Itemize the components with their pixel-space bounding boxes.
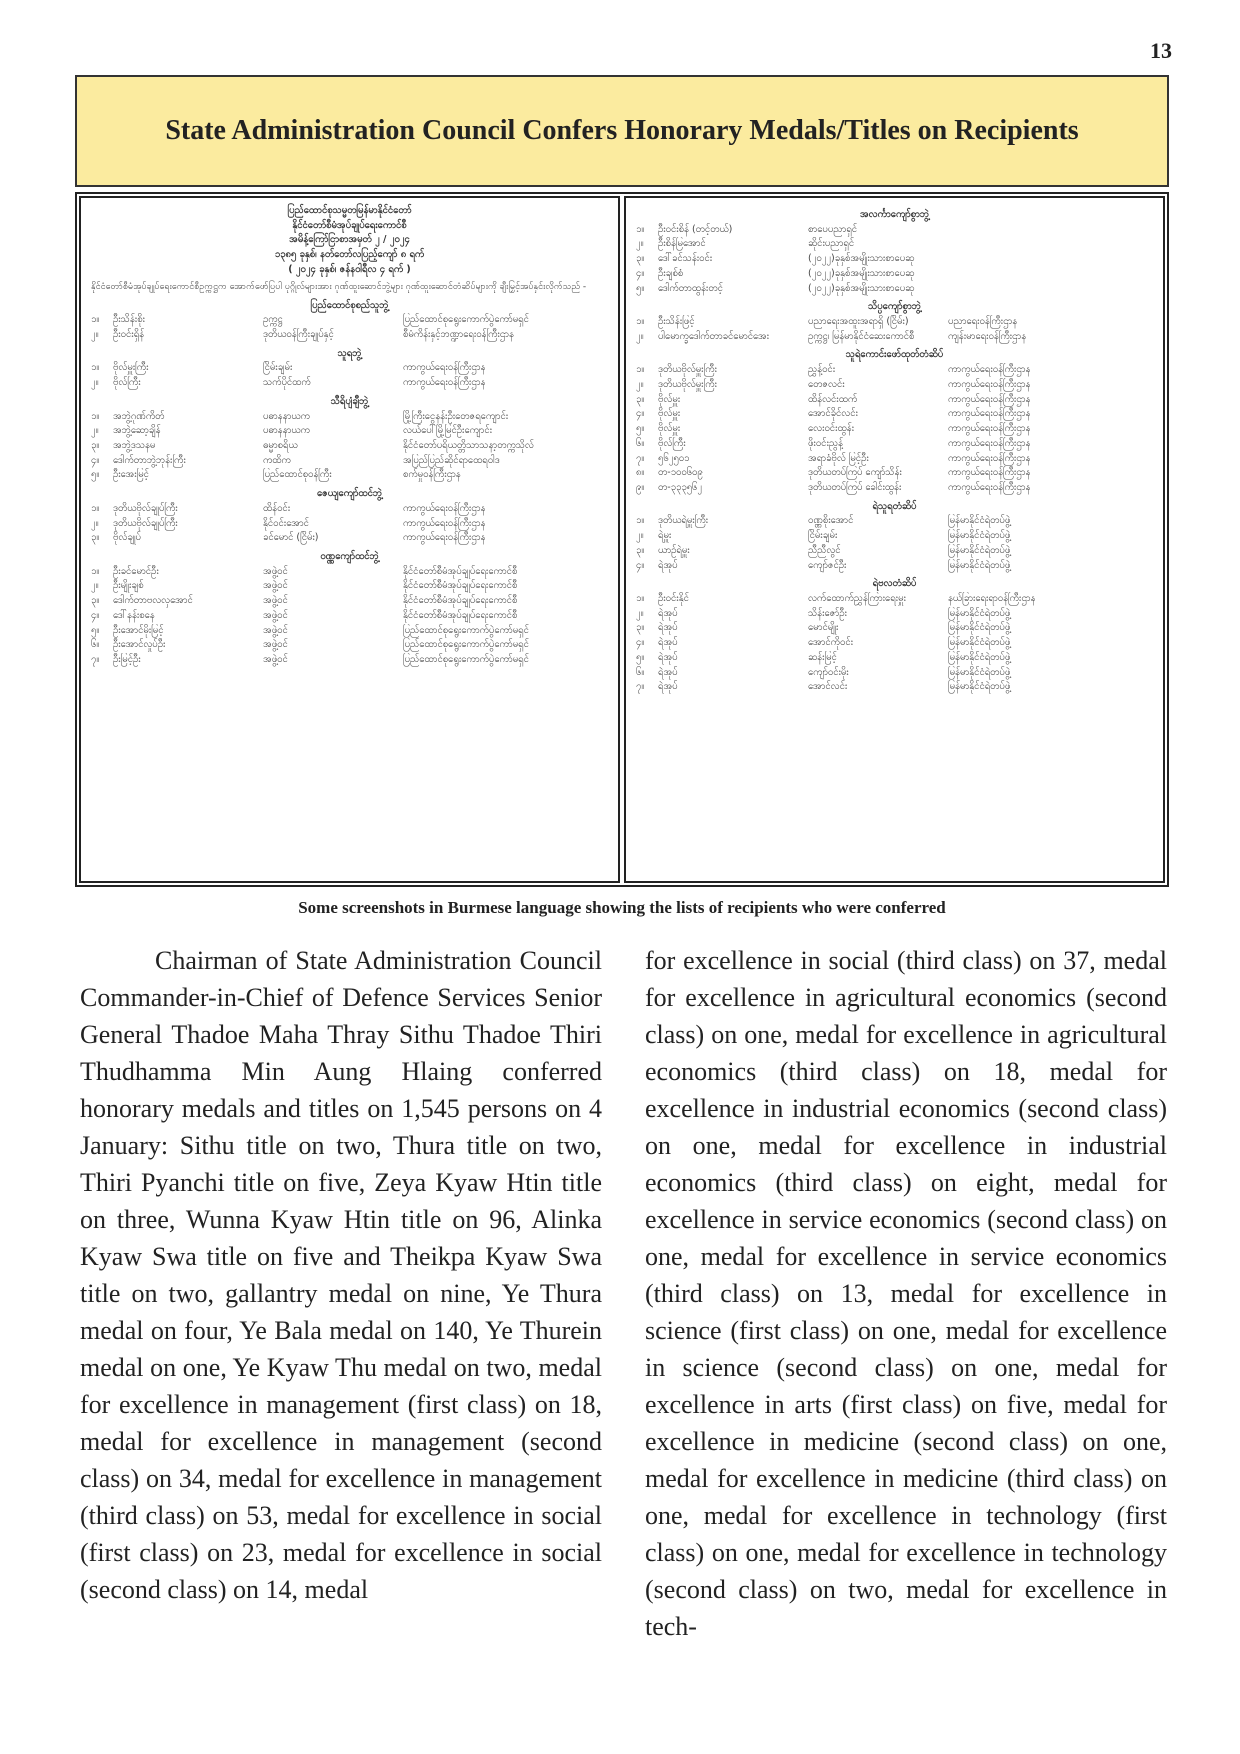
recipient-cell: မြန်မာနိုင်ငံရဲတပ်ဖွဲ့: [948, 559, 1011, 571]
section-title: ဇေယျကျော်ထင်ဘွဲ့: [317, 488, 382, 500]
recipient-cell: ခင်မောင် (ငြိမ်း): [263, 532, 319, 544]
recipient-cell: နိုင်ဝင်းအောင်: [263, 517, 309, 529]
recipient-cell: ၅၆၂၅၀၁: [658, 452, 690, 464]
recipient-row: [636, 282, 1153, 297]
recipient-row: [636, 422, 1153, 437]
recipient-cell: ဗိုလ်မှူး: [658, 423, 681, 435]
decree-heading-line: ( ၂၀၂၄ ခုနှစ်၊ ဇန်နဝါရီလ ၄ ရက် ): [288, 263, 411, 275]
recipient-cell: ဒုတိယရဲမှူးကြီး: [658, 515, 709, 527]
recipient-cell: အဘွဲ့ဂုဏ်ကိတ်: [113, 410, 165, 422]
recipient-cell: ၅။: [91, 624, 100, 636]
recipient-cell: ၅။: [636, 651, 645, 663]
recipient-cell: ရဲအုပ်: [658, 559, 678, 571]
recipient-cell: ကျော်ဇင်ဦး: [808, 559, 847, 571]
recipient-row: [636, 252, 1153, 267]
recipient-row: [91, 454, 608, 469]
recipient-row: [636, 621, 1153, 636]
screenshot-right: [624, 196, 1165, 883]
recipient-cell: ၂။: [636, 607, 644, 619]
recipient-cell: သိန်းဇော်ဦး: [808, 607, 847, 619]
recipient-cell: ၂။: [91, 377, 99, 389]
recipient-cell: ၂။: [91, 517, 99, 529]
recipient-cell: နိုင်ငံတော်စီမံအုပ်ချုပ်ရေးကောင်စီ: [403, 609, 518, 621]
recipient-cell: အဖွဲ့ဝင်: [263, 595, 288, 607]
recipient-cell: ၁။: [91, 565, 100, 577]
recipient-cell: ၆။: [636, 666, 645, 678]
section-title: သိပ္ပကျော်စွာဘွဲ့: [868, 301, 921, 313]
recipient-row: [91, 638, 608, 653]
recipient-cell: နယ်ခြားရေးရာဝန်ကြီးဌာန: [948, 592, 1036, 604]
recipient-cell: ဒေါက်တာဗလလှအောင်: [113, 595, 193, 607]
recipient-cell: ၁။: [636, 592, 645, 604]
recipient-row: [636, 544, 1153, 559]
recipient-cell: ဦးခင်မောင်ဦး: [113, 565, 159, 577]
recipient-cell: ပဓာနနာယက: [263, 425, 310, 437]
recipient-cell: ငြိမ်းချမ်း: [263, 362, 293, 374]
recipient-cell: ဝဏ္ဏစိုးအောင်: [808, 515, 854, 527]
recipient-cell: ကာကွယ်ရေးဝန်ကြီးဌာန: [403, 377, 486, 389]
recipient-cell: အဖွဲ့ဝင်: [263, 609, 288, 621]
recipient-cell: ၇။: [91, 654, 100, 666]
recipient-cell: နိုင်ငံတော်ပရိယတ္တိသာသနာ့တက္ကသိုလ်: [403, 440, 534, 451]
recipient-cell: တေဇလင်း: [808, 378, 845, 390]
recipient-row: [91, 328, 608, 343]
recipient-cell: ကာကွယ်ရေးဝန်ကြီးဌာန: [403, 502, 486, 514]
recipient-cell: ဒုတိယဗိုလ်ချုပ်ကြီး: [113, 502, 178, 514]
body-column-left: Chairman of State Administration Council Commander-in-Chief of Defence Services Senior General Thadoe Maha Thray Sithu Thadoe Thiri Thudhamma Min Aung Hlaing conferred honorary medals and titles on 1,545 persons on 4 January: Sithu title on two, Thura title on two, Thiri Pyanchi title on five, Zeya Kyaw Htin title on three, Wunna Kyaw Htin title on 96, Alinka Kyaw Swa title on five and Theikpa Kyaw Swa title on two, gallantry medal on nine, Ye Thura medal on four, Ye Bala medal on 140, Ye Thurein medal on one, Ye Kyaw Thu medal on two, medal for excellence in management (first class) on 18, medal for excellence in management (second class) on 34, medal for excellence in management (third class) on 53, medal for excellence in social (first class) on 23, medal for excellence in social (second class) on 14, medal: [80, 946, 602, 1604]
section-title: ရဲသူရတံဆိပ်: [872, 500, 917, 512]
recipient-cell: ဦးဝင်းနိုင်: [658, 592, 689, 604]
recipient-cell: ကာကွယ်ရေးဝန်ကြီးဌာန: [948, 452, 1031, 464]
recipient-row: [91, 609, 608, 624]
recipient-cell: ၂။: [636, 378, 644, 390]
section-title: ဝဏ္ဏကျော်ထင်ဘွဲ့: [320, 551, 379, 563]
recipient-cell: ဆန်းမြင့်: [808, 651, 837, 663]
recipient-cell: မြန်မာနိုင်ငံရဲတပ်ဖွဲ့: [948, 681, 1011, 693]
recipient-cell: ကာကွယ်ရေးဝန်ကြီးဌာန: [403, 362, 486, 374]
section-title: အလင်္ကာကျော်စွာဘွဲ့: [859, 209, 930, 220]
recipient-row: [636, 559, 1153, 574]
recipient-row: [636, 407, 1153, 422]
recipient-cell: ၂။: [636, 238, 644, 250]
recipient-cell: ၃။: [636, 393, 645, 405]
recipient-cell: ညွှန့်ဝင်း: [808, 364, 836, 376]
recipient-cell: ၅။: [91, 469, 100, 481]
recipient-cell: ၇။: [636, 681, 645, 693]
recipient-cell: ရဲအုပ်: [658, 681, 678, 693]
decree-heading-line: ၁၃၈၅ ခုနှစ်၊ နတ်တော်လပြည့်ကျော် ၈ ရက်: [274, 249, 425, 261]
recipient-cell: စီမံကိန်းနှင့်ဘဏ္ဍာရေးဝန်ကြီးဌာန: [403, 328, 514, 340]
recipient-cell: ၉။: [636, 481, 645, 493]
recipient-cell: ဗိုလ်မှူး: [658, 408, 681, 420]
recipient-cell: လယ်ပေါ်မြို့မြင်ဦးကျောင်း: [403, 425, 492, 437]
recipient-cell: ၅။: [636, 423, 645, 435]
recipient-cell: ၃။: [91, 532, 100, 544]
recipient-cell: ဦးစိန်မြအောင်: [658, 238, 706, 250]
body-column-right: for excellence in social (third class) on 37, medal for excellence in agricultural economics (second class) on one, medal for excellence in agricultural economics (third class) on 18, medal for excellence in industrial economics (second class) on one, medal for excellence in industrial economics (third class) on eight, medal for excellence in service economics (second class) on one, medal for excellence in service economics (third class) on 13, medal for excellence in science (first class) on one, medal for excellence in science (second class) on one, medal for excellence in arts (first class) on five, medal for excellence in medicine (second class) on one, medal for excellence in medicine (third class) on one, medal for excellence in technology (first class) on one, medal for excellence in technology (second class) on two, medal for excellence in tech-: [645, 946, 1167, 1641]
recipient-cell: ဗိုလ်ချုပ်: [113, 532, 141, 544]
recipient-cell: ၄။: [636, 637, 645, 649]
recipient-cell: ကျော်ဝင်းမိုး: [808, 666, 849, 678]
recipient-cell: ၁။: [91, 314, 100, 326]
recipient-cell: [948, 237, 1153, 252]
recipient-row: [91, 502, 608, 517]
recipient-cell: နိုင်ငံတော်စီမံအုပ်ချုပ်ရေးကောင်စီ: [403, 595, 518, 607]
recipient-cell: ဒုတိယဗိုလ်မှူးကြီး: [658, 378, 717, 390]
recipient-cell: ၄။: [91, 609, 100, 621]
recipient-cell: ၄။: [91, 454, 100, 466]
recipient-cell: ၂။: [91, 425, 99, 437]
recipient-cell: အဖွဲ့ဝင်: [263, 565, 288, 577]
recipient-row: [636, 592, 1153, 607]
recipient-cell: ပြည်ထောင်စုရွေးကောက်ပွဲကော်မရှင်: [403, 654, 529, 666]
recipient-cell: ၅။: [636, 282, 645, 294]
recipient-cell: စာပေပညာရှင်: [808, 223, 858, 235]
recipient-cell: ပညာရေးအထူးအရာရှိ (ငြိမ်း): [808, 316, 909, 328]
recipient-cell: [948, 267, 1153, 282]
recipient-row: [636, 481, 1153, 496]
recipient-cell: ဒေါ်ခင်သန်းဝင်း: [658, 253, 713, 265]
recipient-cell: စက်မှုဝန်ကြီးဌာန: [403, 469, 461, 481]
recipient-cell: အဘွဲ့ဆော့ချိန်: [113, 425, 161, 437]
recipient-cell: ကာကွယ်ရေးဝန်ကြီးဌာန: [948, 408, 1031, 420]
decree-heading-line: နိုင်ငံတော်စီမံအုပ်ချုပ်ရေးကောင်စီ: [292, 219, 407, 231]
recipient-row: [636, 315, 1153, 330]
recipient-cell: ရဲမှူး: [658, 530, 672, 542]
recipient-cell: ပြည်ထောင်စုရွေးကောက်ပွဲကော်မရှင်: [403, 639, 529, 651]
recipient-row: [636, 636, 1153, 651]
recipient-cell: ဦးသိန်းစိုး: [113, 314, 145, 326]
recipient-row: [636, 680, 1153, 695]
recipient-row: [636, 378, 1153, 393]
recipient-cell: [948, 223, 1153, 238]
recipient-row: [91, 468, 608, 483]
recipient-cell: ၃။: [91, 440, 100, 451]
recipient-cell: မြန်မာနိုင်ငံရဲတပ်ဖွဲ့: [948, 622, 1011, 634]
recipient-cell: ၁။: [91, 410, 100, 422]
recipient-cell: ကာကွယ်ရေးဝန်ကြီးဌာန: [948, 423, 1031, 435]
article-title: State Administration Council Confers Honorary Medals/Titles on Recipients: [75, 75, 1169, 187]
recipient-cell: ဥက္ကဋ္ဌ၊ မြန်မာနိုင်ငံဆေးကောင်စီ: [808, 330, 915, 342]
recipient-cell: (၂၀၂၂)ခုနှစ်အမျိုးသားစာပေဆု: [808, 282, 915, 294]
recipient-row: [91, 579, 608, 594]
section-title: သူရဲကောင်းဖော်ထုတ်တံဆိပ်: [845, 349, 944, 361]
recipient-row: [91, 424, 608, 439]
recipient-cell: ပညာရေးဝန်ကြီးဌာန: [948, 316, 1018, 328]
section-title: ပြည်ထောင်စုစည်သူဘွဲ့: [310, 299, 389, 311]
recipient-cell: ၃။: [91, 595, 100, 607]
recipient-row: [636, 607, 1153, 622]
recipient-cell: ဒုတိယဗိုလ်ချုပ်ကြီး: [113, 517, 178, 529]
recipient-row: [636, 651, 1153, 666]
recipient-cell: ၃။: [636, 544, 645, 556]
recipient-cell: ၁။: [636, 364, 645, 376]
recipient-cell: ၂။: [636, 530, 644, 542]
recipient-cell: ဦးချစ်စံ: [658, 267, 684, 279]
recipient-cell: မောင်မျိုး: [808, 622, 839, 634]
recipient-cell: ဗိုလ်မှူးကြီး: [113, 362, 149, 374]
recipient-row: [636, 237, 1153, 252]
recipient-row: [636, 666, 1153, 681]
recipient-cell: ဗိုလ်မှူး: [658, 393, 681, 405]
recipient-cell: မြန်မာနိုင်ငံရဲတပ်ဖွဲ့: [948, 607, 1011, 619]
recipient-cell: ရဲအုပ်: [658, 666, 678, 678]
recipient-row: [636, 514, 1153, 529]
recipient-row: [91, 313, 608, 328]
recipient-cell: ရဲအုပ်: [658, 622, 678, 634]
recipient-cell: အောင်ခိုင်လင်း: [808, 408, 858, 420]
recipient-cell: သက်ပိုင်ထက်: [263, 377, 311, 389]
recipient-cell: ၆။: [91, 639, 100, 651]
page-number: 13: [1150, 38, 1172, 63]
recipient-cell: ဖိုးဝင်းညွန့်: [808, 437, 843, 449]
recipient-cell: ဒေါက်တာထွန်းတင့်: [658, 282, 723, 294]
recipient-cell: ၁။: [91, 362, 100, 374]
recipient-cell: ၁။: [636, 515, 645, 527]
recipient-cell: ၂။: [91, 580, 99, 592]
recipient-cell: ၇။: [636, 452, 645, 464]
recipient-cell: အောင်လင်း: [808, 681, 848, 693]
section-title: ရဲဗလတံဆိပ်: [872, 578, 917, 590]
recipient-cell: ကာကွယ်ရေးဝန်ကြီးဌာန: [948, 393, 1031, 405]
recipient-cell: ပြည်ထောင်စုဝန်ကြီး: [263, 469, 332, 481]
recipient-cell: ထိန်ဝင်း: [263, 502, 291, 514]
recipient-cell: ဒေါ်နန်းစနေ: [113, 609, 155, 621]
recipient-cell: ဦးအောင်လှုပ်ဦး: [113, 639, 166, 651]
recipient-row: [91, 624, 608, 639]
recipient-row: [636, 267, 1153, 282]
recipient-row: [636, 437, 1153, 452]
recipient-cell: ကထိက: [263, 454, 291, 466]
recipient-cell: အဖွဲ့ဝင်: [263, 654, 288, 666]
recipient-cell: ဗိုလ်ကြီး: [658, 437, 686, 449]
recipient-cell: ငြိမ်းချမ်း: [808, 530, 838, 542]
recipient-row: [636, 452, 1153, 467]
recipient-cell: အပြည်ပြည်ဆိုင်ရာထေရဝါဒ: [403, 454, 500, 466]
recipient-cell: အဖွဲ့ဝင်: [263, 580, 288, 592]
recipient-cell: ကာကွယ်ရေးဝန်ကြီးဌာန: [948, 437, 1031, 449]
recipient-cell: [948, 282, 1153, 297]
recipient-cell: ၈။: [636, 467, 645, 479]
recipient-cell: မြို့ကြီးငွေနန်းဦးတေဇရကျောင်း: [403, 410, 509, 422]
recipient-row: [636, 223, 1153, 238]
recipient-cell: ဦးသိန်းဖြင့်: [658, 316, 695, 328]
recipient-row: [91, 361, 608, 376]
recipient-cell: ကာကွယ်ရေးဝန်ကြီးဌာန: [403, 532, 486, 544]
recipient-cell: နိုင်ငံတော်စီမံအုပ်ချုပ်ရေးကောင်စီ: [403, 565, 518, 577]
section-title: သူရဘွဲ့: [337, 347, 362, 359]
recipient-cell: ထိန်လင်းထက်: [808, 393, 858, 405]
section-title: သီရိပျံချီဘွဲ့: [330, 395, 369, 407]
recipient-row: [91, 565, 608, 580]
recipient-cell: ၁။: [636, 316, 645, 328]
recipient-cell: အောင်ကိုဝင်း: [808, 637, 853, 649]
recipient-cell: မြန်မာနိုင်ငံရဲတပ်ဖွဲ့: [948, 651, 1011, 663]
recipient-cell: ဆိုင်းပညာရှင်: [808, 238, 855, 250]
recipient-cell: [948, 252, 1153, 267]
recipient-cell: ကာကွယ်ရေးဝန်ကြီးဌာန: [948, 364, 1031, 376]
recipient-row: [91, 439, 608, 454]
recipient-row: [636, 363, 1153, 378]
recipient-cell: ရဲအုပ်: [658, 651, 678, 663]
recipient-row: [636, 330, 1153, 345]
recipient-row: [636, 393, 1153, 408]
recipient-cell: မြန်မာနိုင်ငံရဲတပ်ဖွဲ့: [948, 515, 1011, 527]
recipient-cell: ဦးအေးမြင့်: [113, 469, 149, 481]
recipient-row: [91, 517, 608, 532]
recipient-cell: ၄။: [636, 408, 645, 420]
recipient-cell: ၄။: [636, 559, 645, 571]
recipient-cell: ကာကွယ်ရေးဝန်ကြီးဌာန: [403, 517, 486, 529]
decree-intro: နိုင်ငံတော်စီမံအုပ်ချုပ်ရေးကောင်စီဥက္ကဋ္ဌက အောက်ဖော်ပြပါ ပုဂ္ဂိုလ်များအား ဂုဏ်ထူးဆောင်ဘွဲ့များ ဂုဏ်ထူးဆောင်တံဆိပ်များကို ချီးမြှင့်အပ်နှင်းလိုက်သည် -: [91, 281, 587, 292]
recipient-cell: ၂။: [91, 328, 99, 340]
recipient-cell: ဦးအောင်မိုးမြင့်: [113, 624, 164, 636]
recipient-cell: ၄။: [636, 267, 645, 279]
recipient-row: [91, 594, 608, 609]
recipient-cell: ဒုတိယဗိုလ်မှူးကြီး: [658, 364, 717, 376]
recipient-cell: တ-၁၀၀၆၀၉: [658, 467, 703, 479]
recipient-row: [91, 531, 608, 546]
recipient-row: [636, 466, 1153, 481]
recipient-cell: တ-၃၃၃၅၆၂: [658, 481, 703, 493]
recipient-cell: (၂၀၂၂)ခုနှစ်အမျိုးသားစာပေဆု: [808, 253, 915, 265]
recipient-cell: ဒုတိယဝန်ကြီးချုပ်နှင့်: [263, 328, 334, 340]
recipient-cell: ပြည်ထောင်စုရွေးကောက်ပွဲကော်မရှင်: [403, 314, 529, 326]
recipient-cell: ဒုတိယတပ်ကြပ် ကျော်သိန်း: [808, 467, 902, 479]
recipient-cell: ကာကွယ်ရေးဝန်ကြီးဌာန: [948, 467, 1031, 479]
recipient-cell: မြန်မာနိုင်ငံရဲတပ်ဖွဲ့: [948, 530, 1011, 542]
recipient-cell: ၃။: [636, 253, 645, 265]
recipient-row: [91, 653, 608, 668]
image-caption: Some screenshots in Burmese language showing the lists of recipients who were conferred: [298, 898, 946, 917]
burmese-screenshots: [75, 192, 1169, 887]
screenshot-left: [79, 196, 620, 883]
recipient-cell: ပါမောက္ခဒေါက်တာခင်မောင်အေး: [658, 330, 769, 342]
recipient-row: [636, 529, 1153, 544]
recipient-cell: ကာကွယ်ရေးဝန်ကြီးဌာန: [948, 378, 1031, 390]
recipient-row: [91, 410, 608, 425]
recipient-cell: ဒုတိယတပ်ကြပ် ခေါင်းထွန်း: [808, 481, 902, 493]
recipient-cell: အရာခံဗိုလ် မြင့်ဦး: [808, 452, 869, 464]
recipient-cell: ရဲအုပ်: [658, 607, 678, 619]
recipient-row: [91, 376, 608, 391]
recipient-cell: နိုင်ငံတော်စီမံအုပ်ချုပ်ရေးကောင်စီ: [403, 580, 518, 592]
recipient-cell: လက်ထောက်ညွှန်ကြားရေးမှူး: [808, 592, 906, 604]
recipient-cell: အဘွဲ့ဒသနမ: [113, 440, 156, 451]
recipient-cell: ဦးမြင့်ဦး: [113, 654, 141, 666]
recipient-cell: ဒေါက်တာဘွဲ့ဘုန်းကြီး: [113, 454, 186, 466]
decree-heading-line: ပြည်ထောင်စုသမ္မတမြန်မာနိုင်ငံတော်: [287, 205, 412, 216]
recipient-cell: ယာဉ်ရဲမှူး: [658, 544, 690, 556]
recipient-cell: ၂။: [636, 330, 644, 342]
recipient-cell: ၆။: [636, 437, 645, 449]
recipient-cell: ဦးဝင်းရှိန်: [113, 328, 145, 340]
recipient-cell: မြန်မာနိုင်ငံရဲတပ်ဖွဲ့: [948, 544, 1011, 556]
recipient-cell: ဦးဝင်းစိန် (တင့်တယ်): [658, 223, 733, 235]
recipient-cell: ကျန်းမာရေးဝန်ကြီးဌာန: [948, 330, 1027, 342]
recipient-cell: ညီညီလွင်: [808, 544, 841, 556]
recipient-cell: ကာကွယ်ရေးဝန်ကြီးဌာန: [948, 481, 1031, 493]
recipient-cell: (၂၀၂၂)ခုနှစ်အမျိုးသားစာပေဆု: [808, 267, 915, 279]
recipient-cell: အဖွဲ့ဝင်: [263, 624, 288, 636]
recipient-cell: ရဲအုပ်: [658, 637, 678, 649]
recipient-cell: ပဓာနနာယက: [263, 410, 310, 422]
recipient-cell: ဥက္ကဋ္ဌ: [263, 314, 283, 326]
recipient-cell: ဗိုလ်ကြီး: [113, 377, 141, 389]
recipient-cell: အဖွဲ့ဝင်: [263, 639, 288, 651]
recipient-cell: ၃။: [636, 622, 645, 634]
recipient-cell: ၁။: [636, 223, 645, 235]
recipient-cell: မြန်မာနိုင်ငံရဲတပ်ဖွဲ့: [948, 637, 1011, 649]
recipient-cell: လေးဝင်းထွန်း: [808, 423, 855, 435]
decree-heading-line: အမိန့်ကြော်ငြာစာအမှတ် ၂ / ၂၀၂၄: [289, 234, 410, 246]
recipient-cell: မြန်မာနိုင်ငံရဲတပ်ဖွဲ့: [948, 666, 1011, 678]
recipient-cell: ၁။: [91, 502, 100, 514]
recipient-cell: ဦးမျိုးချစ်: [113, 580, 144, 592]
recipient-cell: ဓမ္မာစရိယ: [263, 440, 298, 451]
recipient-cell: ပြည်ထောင်စုရွေးကောက်ပွဲကော်မရှင်: [403, 624, 529, 636]
